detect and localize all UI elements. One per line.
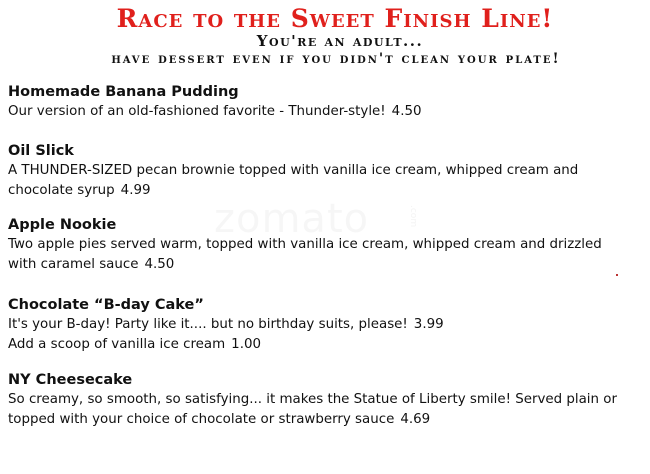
item-name: Apple Nookie (8, 217, 117, 233)
item-description-line: So creamy, so smooth, so satisfying... it makes the Statue of Liberty smile! Served plain or (8, 392, 617, 407)
decorative-dot (616, 274, 618, 276)
item-name: Homemade Banana Pudding (8, 84, 239, 100)
page-subtitle: You're an adult... (256, 32, 424, 50)
item-description-line: A THUNDER-SIZED pecan brownie topped with vanilla ice cream, whipped cream and (8, 163, 579, 178)
item-description (8, 235, 638, 275)
page-title: Race to the Sweet Finish Line! (116, 4, 554, 33)
item-price: 4.99 (120, 183, 151, 198)
item-description-line: topped with your choice of chocolate or strawberry sauce (8, 412, 395, 427)
item-description (8, 161, 638, 201)
menu-item-bday-cake (8, 295, 638, 355)
item-price: 4.69 (400, 412, 431, 427)
item-description-line: chocolate syrup (8, 183, 115, 198)
menu-item-banana-pudding (8, 82, 638, 122)
item-description (8, 102, 638, 122)
item-price: 4.50 (144, 257, 175, 272)
menu-header (0, 6, 650, 68)
menu-item-ny-cheesecake (8, 370, 638, 430)
item-description (8, 390, 638, 430)
item-description-line: Our version of an old-fashioned favorite - Thunder-style! (8, 104, 386, 119)
zomato-watermark-suffix: .com (408, 205, 418, 228)
item-name: Chocolate “B-day Cake” (8, 297, 204, 313)
menu-item-oil-slick (8, 141, 638, 201)
item-description-line: with caramel sauce (8, 257, 139, 272)
item-name: NY Cheesecake (8, 372, 133, 388)
page-subtitle-secondary: have dessert even if you didn't clean your plate! (111, 51, 561, 67)
item-price: 1.00 (231, 337, 261, 352)
item-description (8, 315, 638, 355)
item-description-line: Two apple pies served warm, topped with vanilla ice cream, whipped cream and drizzled (8, 237, 602, 252)
menu-item-apple-nookie (8, 215, 638, 275)
item-price: 4.50 (391, 104, 422, 119)
item-description-line: Add a scoop of vanilla ice cream (8, 337, 226, 352)
item-description-line: It's your B-day! Party like it.... but no birthday suits, please! (8, 317, 408, 332)
item-price: 3.99 (413, 317, 444, 332)
item-name: Oil Slick (8, 143, 74, 159)
